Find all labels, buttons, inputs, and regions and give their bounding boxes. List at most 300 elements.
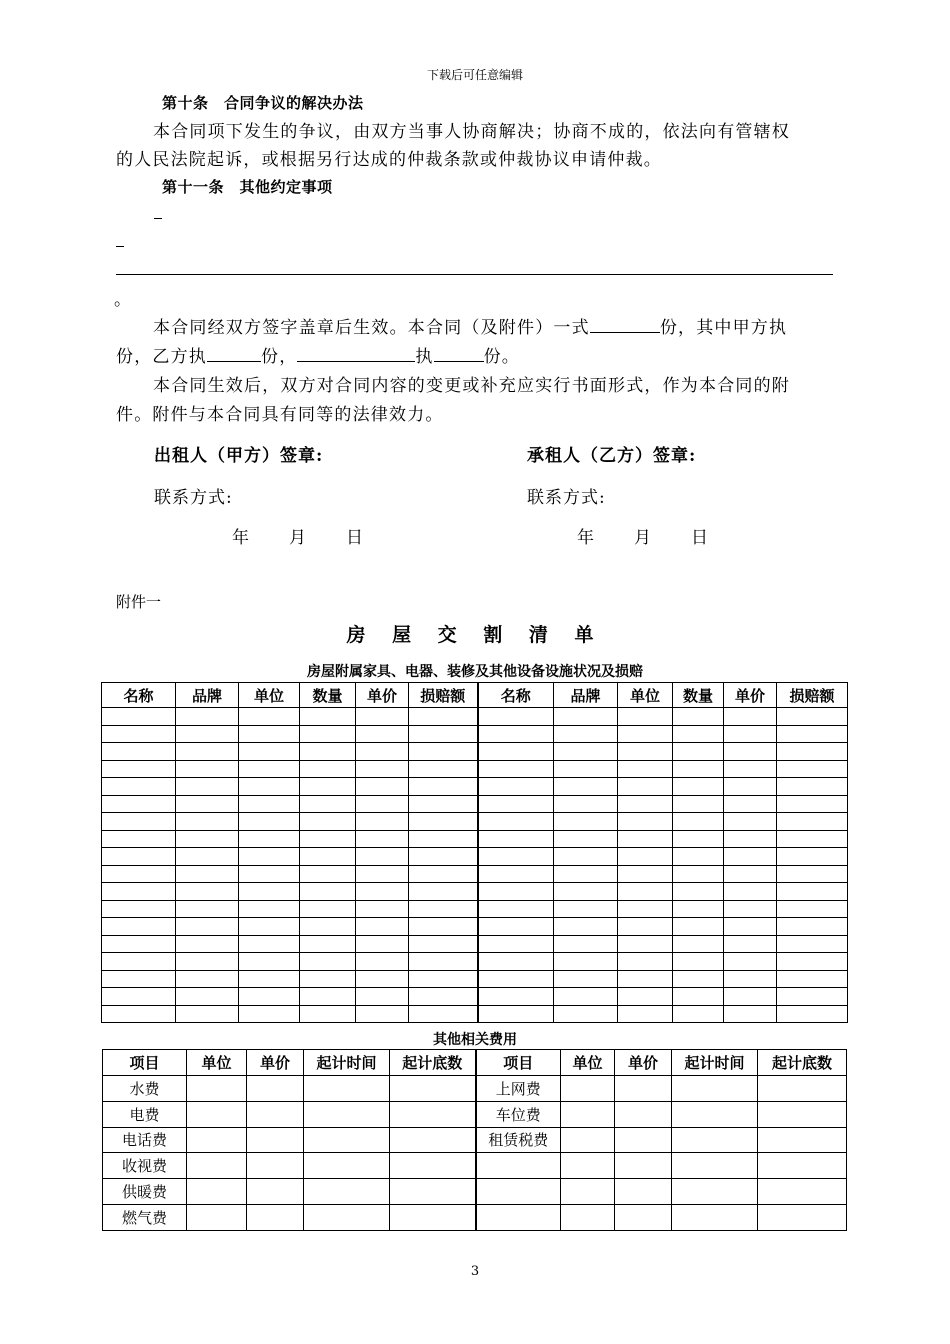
table-cell[interactable] [777,830,848,848]
article11-blank-end: 。 [114,290,133,310]
table-cell[interactable] [102,778,176,796]
table-cell[interactable] [758,1204,847,1230]
table-cell[interactable] [777,813,848,831]
table-cell[interactable] [409,1005,478,1023]
table-cell[interactable] [409,918,478,936]
table-cell[interactable] [239,743,300,761]
col-header: 单位 [187,1050,247,1076]
table-cell[interactable] [478,830,554,848]
month-label: 月 [634,528,651,548]
table-cell[interactable] [239,883,300,901]
table-cell[interactable] [300,725,356,743]
table-cell[interactable] [672,1204,758,1230]
table-cell[interactable] [102,988,176,1006]
table-cell[interactable] [673,918,724,936]
year-label: 年 [577,528,594,548]
lessor-contact-label: 联系方式: [154,488,233,508]
other-party-blank[interactable] [297,347,415,362]
table-cell[interactable] [187,1204,247,1230]
table-cell[interactable] [300,795,356,813]
table-cell[interactable] [777,883,848,901]
table-cell[interactable] [615,1204,672,1230]
table-cell[interactable] [102,743,176,761]
table-cell[interactable] [758,1101,847,1127]
table-cell[interactable] [247,1153,304,1179]
lessor-signature-label: 出租人（甲方）签章: [154,446,324,466]
table-cell[interactable] [554,988,618,1006]
table-cell[interactable] [618,918,673,936]
table-cell[interactable] [102,708,176,726]
table-cell[interactable] [102,848,176,866]
table-cell[interactable] [615,1179,672,1205]
table-cell[interactable] [554,708,618,726]
table-cell[interactable] [618,848,673,866]
table-cell[interactable] [615,1153,672,1179]
table-cell[interactable] [356,813,409,831]
table-cell[interactable] [618,883,673,901]
table-cell[interactable] [300,708,356,726]
table-cell[interactable] [176,830,239,848]
table-cell[interactable] [247,1179,304,1205]
table-cell[interactable] [618,988,673,1006]
table-cell[interactable] [102,813,176,831]
fee-item-label: 车位费 [476,1101,561,1127]
table-cell[interactable] [672,1153,758,1179]
table-cell[interactable] [777,935,848,953]
table-cell[interactable] [356,935,409,953]
table-cell[interactable] [724,970,777,988]
col-header: 单价 [247,1050,304,1076]
table-cell[interactable] [390,1127,476,1153]
table-cell[interactable] [777,848,848,866]
fees-subtitle: 其他相关费用 [433,1032,517,1048]
table-cell[interactable] [176,988,239,1006]
table-cell[interactable] [409,813,478,831]
table-cell[interactable] [561,1127,615,1153]
table-cell[interactable] [561,1076,615,1102]
table-cell[interactable] [304,1204,390,1230]
table-cell[interactable] [102,795,176,813]
table-cell[interactable] [300,743,356,761]
table-cell[interactable] [239,865,300,883]
table-cell[interactable] [300,970,356,988]
table-cell[interactable] [356,778,409,796]
table-cell[interactable] [247,1101,304,1127]
table-cell[interactable] [176,795,239,813]
table-cell[interactable] [102,918,176,936]
table-cell[interactable] [618,970,673,988]
table-cell[interactable] [561,1179,615,1205]
table-cell[interactable] [300,760,356,778]
table-cell[interactable] [409,760,478,778]
table-cell[interactable] [239,918,300,936]
table-cell[interactable] [409,795,478,813]
table-cell[interactable] [102,830,176,848]
table-cell[interactable] [187,1076,247,1102]
table-cell[interactable] [102,725,176,743]
table-cell[interactable] [304,1101,390,1127]
table-cell[interactable] [615,1101,672,1127]
table-cell[interactable] [409,883,478,901]
table-cell[interactable] [176,865,239,883]
table-cell[interactable] [102,900,176,918]
table-cell[interactable] [478,918,554,936]
article10-heading: 第十条 合同争议的解决办法 [162,94,364,112]
table-cell[interactable] [356,900,409,918]
table-cell[interactable] [673,708,724,726]
table-cell[interactable] [554,918,618,936]
table-cell[interactable] [409,848,478,866]
col-header: 名称 [102,683,176,708]
table-cell[interactable] [176,813,239,831]
table-cell[interactable] [300,830,356,848]
table-cell[interactable] [102,953,176,971]
table-cell[interactable] [618,935,673,953]
table-cell[interactable] [304,1153,390,1179]
table-cell[interactable] [673,830,724,848]
table-cell[interactable] [239,760,300,778]
table-cell[interactable] [239,935,300,953]
table-cell[interactable] [390,1076,476,1102]
table-cell[interactable] [478,778,554,796]
table-cell[interactable] [478,900,554,918]
table-cell[interactable] [618,813,673,831]
table-cell[interactable] [724,725,777,743]
table-cell[interactable] [561,1204,615,1230]
table-cell[interactable] [673,970,724,988]
table-cell[interactable] [554,848,618,866]
table-cell[interactable] [777,900,848,918]
table-cell[interactable] [102,865,176,883]
table-cell[interactable] [239,900,300,918]
table-cell[interactable] [478,725,554,743]
table-cell[interactable] [777,743,848,761]
table-cell[interactable] [777,708,848,726]
table-cell[interactable] [673,953,724,971]
table-cell[interactable] [777,725,848,743]
table-cell[interactable] [300,935,356,953]
table-cell[interactable] [356,1005,409,1023]
table-cell[interactable] [187,1153,247,1179]
table-cell[interactable] [673,935,724,953]
table-cell[interactable] [409,708,478,726]
table-cell[interactable] [409,970,478,988]
table-cell[interactable] [176,725,239,743]
table-cell[interactable] [304,1127,390,1153]
table-cell[interactable] [300,813,356,831]
table-cell[interactable] [356,970,409,988]
col-header: 单价 [356,683,409,708]
table-cell[interactable] [561,1101,615,1127]
table-cell[interactable] [618,725,673,743]
table-cell[interactable] [777,1005,848,1023]
table-cell[interactable] [673,743,724,761]
table-cell[interactable] [356,865,409,883]
table-cell[interactable] [673,778,724,796]
table-cell[interactable] [409,865,478,883]
table-cell[interactable] [758,1153,847,1179]
table-cell[interactable] [409,778,478,796]
table-cell[interactable] [409,935,478,953]
table-cell[interactable] [304,1179,390,1205]
table-cell[interactable] [724,900,777,918]
table-cell[interactable] [356,725,409,743]
table-cell[interactable] [554,778,618,796]
table-cell[interactable] [724,935,777,953]
table-cell[interactable] [673,883,724,901]
table-cell[interactable] [176,760,239,778]
effect-line1 [153,313,787,338]
table-cell[interactable] [724,708,777,726]
table-cell[interactable] [247,1204,304,1230]
table-cell[interactable] [724,795,777,813]
table-cell[interactable] [390,1179,476,1205]
table-cell[interactable] [724,988,777,1006]
table-cell[interactable] [673,848,724,866]
table-cell[interactable] [554,1005,618,1023]
table-cell[interactable] [478,760,554,778]
table-cell[interactable] [356,795,409,813]
table-cell[interactable] [390,1153,476,1179]
table-cell[interactable] [554,883,618,901]
col-header: 品牌 [554,683,618,708]
table-cell[interactable] [777,988,848,1006]
table-cell[interactable] [758,1179,847,1205]
effect-text-c: 份，乙方执 [116,347,207,367]
table-cell[interactable] [672,1101,758,1127]
table-cell[interactable] [356,883,409,901]
table-cell[interactable] [409,953,478,971]
table-cell[interactable] [554,725,618,743]
effect-p2-line1: 本合同生效后，双方对合同内容的变更或补充应实行书面形式，作为本合同的附 [153,376,790,396]
year-label: 年 [232,528,249,548]
table-cell[interactable] [672,1179,758,1205]
table-cell[interactable] [554,760,618,778]
copies-total-blank[interactable] [590,318,660,333]
table-cell[interactable] [673,900,724,918]
table-cell[interactable] [478,988,554,1006]
table-cell[interactable] [239,1005,300,1023]
table-cell[interactable] [758,1076,847,1102]
table-cell[interactable] [618,778,673,796]
fee-item-label: 收视费 [103,1153,187,1179]
table-cell[interactable] [409,725,478,743]
table-cell[interactable] [618,1005,673,1023]
lessee-copies-blank[interactable] [207,347,261,362]
table-cell[interactable] [554,743,618,761]
table-cell[interactable] [615,1127,672,1153]
table-cell[interactable] [554,935,618,953]
effect-line2 [116,342,520,367]
col-header: 损赔额 [777,683,848,708]
table-cell[interactable] [724,918,777,936]
table-cell[interactable] [478,935,554,953]
table-cell[interactable] [187,1179,247,1205]
table-cell[interactable] [672,1076,758,1102]
table-cell[interactable] [176,900,239,918]
table-cell[interactable] [673,725,724,743]
table-cell[interactable] [356,848,409,866]
table-cell[interactable] [758,1127,847,1153]
table-cell[interactable] [176,918,239,936]
table-cell[interactable] [304,1076,390,1102]
table-cell[interactable] [176,883,239,901]
table-cell[interactable] [478,953,554,971]
table-cell[interactable] [478,970,554,988]
table-cell[interactable] [239,988,300,1006]
table-cell[interactable] [618,795,673,813]
table-row [103,1179,847,1205]
table-cell[interactable] [554,900,618,918]
table-cell[interactable] [187,1101,247,1127]
table-cell[interactable] [618,953,673,971]
table-cell[interactable] [356,708,409,726]
table-cell[interactable] [239,830,300,848]
table-cell[interactable] [176,848,239,866]
table-cell[interactable] [239,795,300,813]
table-cell[interactable] [239,970,300,988]
table-cell[interactable] [673,813,724,831]
table-cell[interactable] [356,830,409,848]
table-cell[interactable] [618,760,673,778]
table-cell[interactable] [247,1076,304,1102]
table-cell[interactable] [300,883,356,901]
table-cell[interactable] [673,760,724,778]
table-cell[interactable] [673,1005,724,1023]
fee-item-label: 供暖费 [103,1179,187,1205]
table-cell[interactable] [300,988,356,1006]
table-cell[interactable] [777,760,848,778]
table-cell[interactable] [724,830,777,848]
handover-table [101,682,848,1023]
table-cell[interactable] [618,743,673,761]
table-cell[interactable] [176,743,239,761]
table-cell[interactable] [478,865,554,883]
table-cell[interactable] [673,795,724,813]
table-cell[interactable] [409,830,478,848]
table-cell[interactable] [618,708,673,726]
table-cell[interactable] [777,953,848,971]
table-cell[interactable] [356,743,409,761]
table-cell[interactable] [724,813,777,831]
table-cell[interactable] [409,988,478,1006]
table-cell[interactable] [673,865,724,883]
table-cell[interactable] [102,970,176,988]
table-row [103,1204,847,1230]
table-cell[interactable] [247,1127,304,1153]
table-cell[interactable] [300,865,356,883]
table-cell[interactable] [390,1101,476,1127]
table-cell[interactable] [239,778,300,796]
table-cell[interactable] [724,760,777,778]
col-header: 名称 [478,683,554,708]
table-cell[interactable] [554,813,618,831]
col-header: 品牌 [176,683,239,708]
table-cell[interactable] [356,918,409,936]
table-cell[interactable] [554,795,618,813]
table-cell[interactable] [300,900,356,918]
table-cell[interactable] [300,953,356,971]
table-cell[interactable] [561,1153,615,1179]
table-cell[interactable] [300,778,356,796]
fee-item-label: 上网费 [476,1076,561,1102]
table-cell[interactable] [777,865,848,883]
table-cell[interactable] [187,1127,247,1153]
table-cell[interactable] [478,743,554,761]
table-cell[interactable] [239,725,300,743]
table-cell[interactable] [724,1005,777,1023]
table-cell[interactable] [239,953,300,971]
table-cell[interactable] [554,970,618,988]
table-cell[interactable] [478,883,554,901]
table-cell[interactable] [618,865,673,883]
table-cell[interactable] [478,795,554,813]
table-cell[interactable] [390,1204,476,1230]
table-cell[interactable] [724,865,777,883]
table-cell[interactable] [478,1005,554,1023]
table-cell[interactable] [618,830,673,848]
col-header: 单价 [615,1050,672,1076]
table-row [103,1153,847,1179]
table-cell[interactable] [777,970,848,988]
table-cell[interactable] [724,953,777,971]
table-cell[interactable] [672,1127,758,1153]
table-cell[interactable] [554,953,618,971]
table-cell[interactable] [356,953,409,971]
table-cell[interactable] [356,760,409,778]
table-cell[interactable] [102,1005,176,1023]
table-cell[interactable] [102,883,176,901]
table-cell[interactable] [554,830,618,848]
table-cell[interactable] [673,988,724,1006]
table-cell[interactable] [478,708,554,726]
table-cell[interactable] [300,918,356,936]
table-cell[interactable] [300,848,356,866]
table-cell[interactable] [300,1005,356,1023]
table-cell[interactable] [409,743,478,761]
table-cell[interactable] [478,848,554,866]
table-cell[interactable] [176,708,239,726]
table-cell[interactable] [176,953,239,971]
table-cell[interactable] [176,778,239,796]
table-cell[interactable] [724,778,777,796]
table-cell[interactable] [239,813,300,831]
table-cell[interactable] [618,900,673,918]
table-cell[interactable] [724,848,777,866]
table-cell[interactable] [777,795,848,813]
table-cell[interactable] [777,918,848,936]
fee-item-label: 燃气费 [103,1204,187,1230]
table-cell[interactable] [615,1076,672,1102]
table-cell[interactable] [239,848,300,866]
table-cell[interactable] [102,760,176,778]
table-cell[interactable] [176,970,239,988]
table-cell[interactable] [724,743,777,761]
table-cell[interactable] [356,988,409,1006]
table-cell[interactable] [176,935,239,953]
table-cell[interactable] [409,900,478,918]
table-cell[interactable] [176,1005,239,1023]
table-cell[interactable] [554,865,618,883]
table-cell[interactable] [777,778,848,796]
other-copies-blank[interactable] [434,347,484,362]
table-cell[interactable] [478,813,554,831]
table-cell[interactable] [724,883,777,901]
table-cell[interactable] [102,935,176,953]
table-cell[interactable] [239,708,300,726]
effect-text-e: 执 [415,347,434,367]
header-note: 下载后可任意编辑 [426,68,523,82]
